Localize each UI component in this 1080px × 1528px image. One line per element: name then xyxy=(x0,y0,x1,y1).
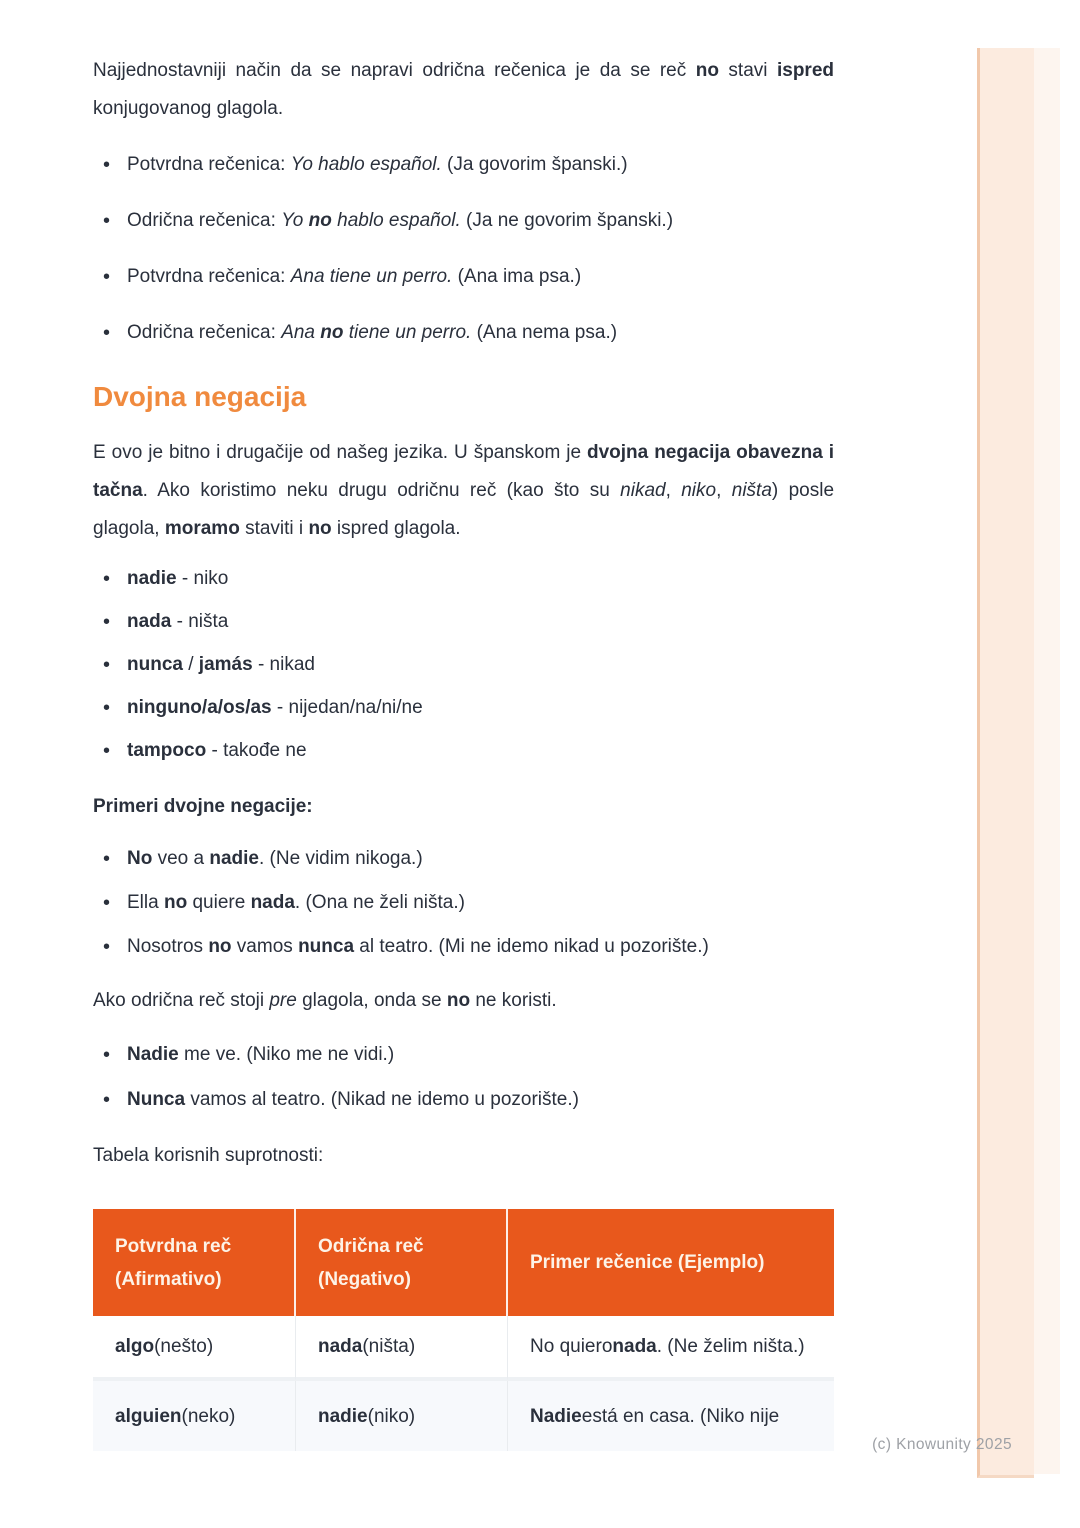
table-cell: Nadie está en casa. (Niko nije xyxy=(508,1381,834,1451)
affirmative-negative-examples-list xyxy=(93,150,834,348)
list-item: • nada - ništa xyxy=(93,607,834,637)
table-caption: Tabela korisnih suprotnosti: xyxy=(93,1145,324,1166)
double-negation-examples-list xyxy=(93,844,834,962)
table-cell: nada (ništa) xyxy=(296,1316,508,1381)
double-negation-paragraph: E ovo je bitno i drugačije od našeg jezika. U španskom je dvojna negacija obavezna i tačna. Ako koristimo neku drugu odričnu reč (kao što su nikad, niko, ništa) posle glagola, moramo staviti i no ispred glagola. xyxy=(93,442,835,539)
list-item: • Potvrdna rečenica: Yo hablo español. (Ja govorim španski.) xyxy=(93,150,834,180)
header-cell-affirmative: Potvrdna reč (Afirmativo) xyxy=(93,1209,296,1316)
list-item: • nadie - niko xyxy=(93,564,834,594)
page-edge-stripe xyxy=(977,48,1034,1478)
list-item: • Ella no quiere nada. (Ona ne želi ništa.) xyxy=(93,888,834,918)
table-cell: No quiero nada . (Ne želim ništa.) xyxy=(508,1316,834,1381)
list-item: • nunca / jamás - nikad xyxy=(93,650,834,680)
list-item: • tampoco - takođe ne xyxy=(93,736,834,766)
list-item: • Potvrdna rečenica: Ana tiene un perro. (Ana ima psa.) xyxy=(93,262,834,292)
header-cell-negative: Odrična reč (Negativo) xyxy=(296,1209,508,1316)
table-cell: nadie (niko) xyxy=(296,1381,508,1451)
copyright-notice: (c) Knowunity 2025 xyxy=(872,1436,1012,1453)
list-item: • Nadie me ve. (Niko me ne vidi.) xyxy=(93,1040,834,1070)
negative-words-list xyxy=(93,564,834,766)
pre-verb-note-paragraph: Ako odrična reč stoji pre glagola, onda se no ne koristi. xyxy=(93,990,557,1011)
list-item: • Nosotros no vamos nunca al teatro. (Mi ne idemo nikad u pozorište.) xyxy=(93,932,834,962)
list-item: • Odrična rečenica: Yo no hablo español. (Ja ne govorim španski.) xyxy=(93,206,834,236)
section-heading: Dvojna negacija xyxy=(93,381,307,412)
opposites-table xyxy=(93,1209,834,1451)
list-item: • Odrična rečenica: Ana no tiene un perro. (Ana nema psa.) xyxy=(93,318,834,348)
list-item: • Nunca vamos al teatro. (Nikad ne idemo u pozorište.) xyxy=(93,1085,834,1115)
list-item: • No veo a nadie. (Ne vidim nikoga.) xyxy=(93,844,834,874)
table-cell: algo (nešto) xyxy=(93,1316,296,1381)
page-edge-stripe-faint xyxy=(1034,48,1060,1474)
list-item: • ninguno/a/os/as - nijedan/na/ni/ne xyxy=(93,693,834,723)
table-cell: alguien (neko) xyxy=(93,1381,296,1451)
intro-paragraph: Najjednostavniji način da se napravi odrična rečenica je da se reč no stavi ispred konjugovanog glagola. xyxy=(93,60,834,119)
header-cell-example: Primer rečenice (Ejemplo) xyxy=(508,1209,834,1316)
examples-label: Primeri dvojne negacije: xyxy=(93,796,313,817)
pre-verb-examples-list xyxy=(93,1040,834,1115)
